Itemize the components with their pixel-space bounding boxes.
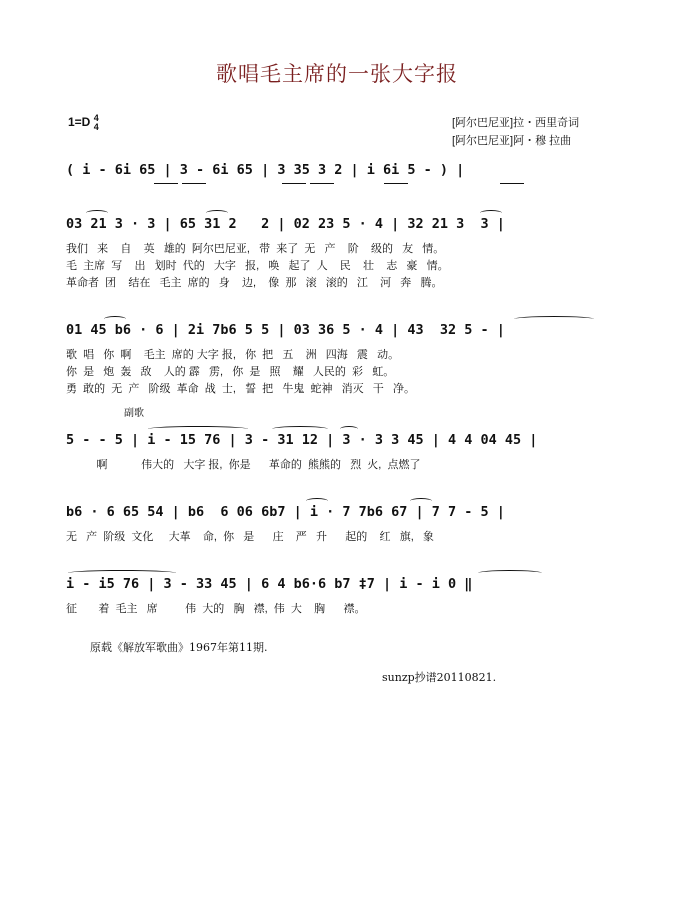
- lyric-verse-2: 你 是 炮 轰 敌 人的 霹 雳, 你 是 照 耀 人民的 彩 虹。: [66, 366, 395, 378]
- notes-row: b6 · 6 65 54 | b6 6 06 6b7 | i · 7 7b6 67 | 7 7 - 5 |: [66, 504, 505, 520]
- lyricist-credit: [阿尔巴尼亚]拉・西里奇词: [452, 117, 580, 129]
- notes-row: 01 45 b6 · 6 | 2i 7b6 5 5 | 03 36 5 · 4 | 43 32 5 - |: [66, 322, 505, 338]
- lyric-refrain: 啊 伟大的 大字 报, 你是 革命的 熊熊的 烈 火, 点燃了: [66, 459, 421, 471]
- lyric-verse-3: 勇 敢的 无 产 阶级 革命 战 士, 誓 把 牛鬼 蛇神 消灭 干 净。: [66, 383, 415, 395]
- score-line-4: [66, 432, 611, 512]
- copyist-note: sunzp抄谱20110821.: [382, 671, 497, 684]
- composer-credit: [阿尔巴尼亚]阿・穆 拉曲: [452, 135, 572, 147]
- slur: [478, 570, 542, 576]
- slur: [148, 426, 248, 432]
- key-signature: [68, 114, 99, 132]
- notes-row: ( i - 6i 65 | 3 - 6i 65 | 3 35 3 2 | i 6i 5 - ) |: [66, 162, 465, 178]
- notes-row: i - i5 76 | 3 - 33 45 | 6 4 b6·6 b7 ‡7 | i - i 0 ‖: [66, 576, 473, 592]
- lyric-refrain: 征 着 毛主 席 伟 大的 胸 襟, 伟 大 胸 襟。: [66, 603, 366, 615]
- underline: [154, 183, 178, 184]
- lyric-refrain: 无 产 阶级 文化 大革 命, 你 是 庄 严 升 起的 红 旗, 象: [66, 531, 434, 543]
- song-title: 歌唱毛主席的一张大字报: [216, 62, 458, 86]
- key-label: 1=D: [68, 115, 91, 130]
- refrain-mark: 副歌: [124, 408, 144, 419]
- underline: [282, 183, 306, 184]
- underline: [310, 183, 334, 184]
- slur: [340, 426, 358, 432]
- slur: [306, 498, 328, 504]
- slur: [514, 316, 594, 322]
- slur: [272, 426, 328, 432]
- underline: [182, 183, 206, 184]
- slur: [480, 210, 502, 216]
- underline: [384, 183, 408, 184]
- lyric-verse-1: 歌 唱 你 啊 毛主 席的 大字 报, 你 把 五 洲 四海 震 动。: [66, 349, 400, 361]
- time-signature: 4 4: [93, 113, 99, 132]
- lyric-verse-2: 毛 主席 写 出 划时 代的 大字 报, 唤 起了 人 民 壮 志 豪 情。: [66, 260, 449, 272]
- lyric-verse-1: 我们 来 自 英 雄的 阿尔巴尼亚, 带 来了 无 产 阶 级的 友 情。: [66, 243, 445, 255]
- slur: [410, 498, 432, 504]
- slur: [68, 570, 176, 576]
- lyric-verse-3: 革命者 团 结在 毛主 席的 身 边, 像 那 滚 滚的 江 河 奔 腾。: [66, 277, 443, 289]
- slur: [104, 316, 126, 322]
- source-note: 原载《解放军歌曲》1967年第11期.: [90, 641, 268, 654]
- slur: [86, 210, 108, 216]
- score-line-2: [66, 216, 611, 296]
- score-line-3: [66, 322, 611, 402]
- slur: [206, 210, 228, 216]
- notes-row: 5 - - 5 | i - 15 76 | 3 - 31 12 | 3 · 3 3 45 | 4 4 04 45 |: [66, 432, 538, 448]
- notes-row: 03 21 3 · 3 | 65 31 2 2 | 02 23 5 · 4 | 32 21 3 3 |: [66, 216, 505, 232]
- underline: [500, 183, 524, 184]
